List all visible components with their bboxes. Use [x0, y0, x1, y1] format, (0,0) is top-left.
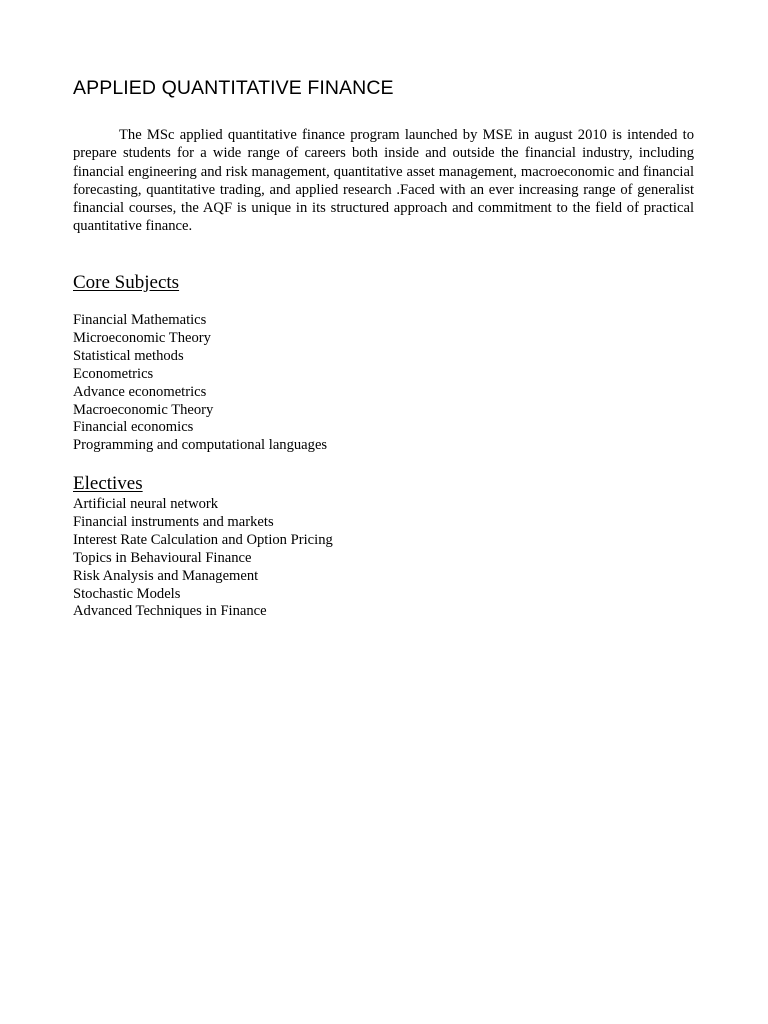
electives-heading: Electives [73, 473, 143, 494]
elective-item: Stochastic Models [73, 585, 181, 602]
elective-item: Topics in Behavioural Finance [73, 549, 252, 566]
core-subject-item: Programming and computational languages [73, 437, 328, 454]
elective-item: Interest Rate Calculation and Option Pricing [73, 531, 333, 548]
core-subject-item: Advance econometrics [73, 383, 207, 400]
core-subject-item: Financial Mathematics [73, 312, 207, 328]
core-subjects-list [73, 312, 327, 455]
core-subject-item: Statistical methods [73, 347, 184, 364]
elective-item: Financial instruments and markets [73, 513, 274, 530]
core-subject-item: Econometrics [73, 365, 154, 382]
electives-list [73, 496, 333, 621]
core-subject-item: Macroeconomic Theory [73, 401, 214, 418]
core-subject-item: Financial economics [73, 419, 194, 436]
intro-paragraph: The MSc applied quantitative finance program launched by MSE in august 2010 is intended to prepare students for a wide range of careers both inside and outside the financial industry, including financial engineering and risk management, quantitative asset management, macroeconomic and financial forecasting, quantitative trading, and applied research .Faced with an ever increasing range of generalist financial courses, the AQF is unique in its structured approach and commitment to the field of practical quantitative finance. [73, 127, 694, 235]
elective-item: Risk Analysis and Management [73, 567, 259, 584]
core-subject-item: Microeconomic Theory [73, 329, 211, 346]
elective-item: Artificial neural network [73, 496, 219, 512]
elective-item: Advanced Techniques in Finance [73, 603, 267, 620]
document-title: APPLIED QUANTITATIVE FINANCE [73, 77, 394, 99]
core-subjects-heading: Core Subjects [73, 272, 180, 293]
